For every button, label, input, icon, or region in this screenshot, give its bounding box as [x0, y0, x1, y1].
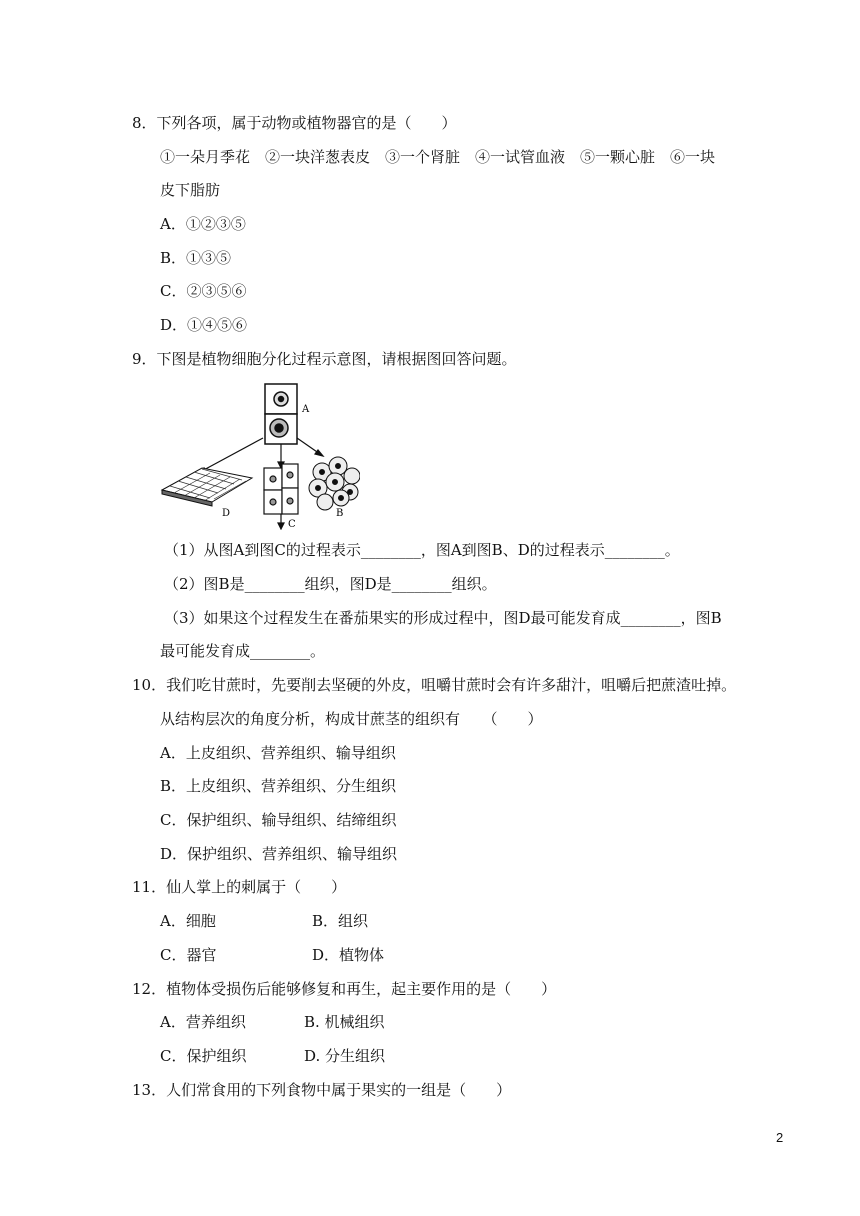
label-d: D [222, 508, 231, 519]
q11-option-a: A．细胞 [160, 912, 216, 930]
q12-option-b: B. 机械组织 [304, 1013, 385, 1031]
q10-stem-line1: 10．我们吃甘蔗时，先要削去坚硬的外皮，咀嚼甘蔗时会有许多甜汁，咀嚼后把蔗渣吐掉。 [132, 676, 737, 694]
q9-sub2: （2）图B是________组织，图D是________组织。 [164, 575, 497, 593]
cell-a [265, 384, 297, 444]
label-b: B [336, 508, 344, 519]
q10-stem-line2: 从结构层次的角度分析，构成甘蔗茎的组织有 （ ） [160, 710, 543, 728]
page-number: 2 [776, 1130, 784, 1145]
q9-sub3-line2: 最可能发育成________。 [160, 642, 326, 660]
label-c: C [288, 519, 296, 530]
tissue-b [309, 457, 360, 510]
q10-option-d: D．保护组织、营养组织、输导组织 [160, 845, 398, 863]
q10-option-a: A．上皮组织、营养组织、输导组织 [160, 744, 396, 762]
q12-option-d: D. 分生组织 [304, 1047, 386, 1065]
q8-option-d: D．①④⑤⑥ [160, 316, 248, 334]
q8-items-line2: 皮下脂肪 [160, 181, 221, 199]
q8-stem: 8．下列各项，属于动物或植物器官的是（ ） [132, 114, 457, 132]
q12-option-c: C．保护组织 [160, 1047, 247, 1065]
q10-option-c: C．保护组织、输导组织、结缔组织 [160, 811, 397, 829]
q11-stem: 11．仙人掌上的刺属于（ ） [132, 878, 347, 896]
tissue-d [162, 468, 252, 506]
q11-option-d: D．植物体 [312, 946, 385, 964]
q10-option-b: B．上皮组织、营养组织、分生组织 [160, 777, 397, 795]
q9-sub1: （1）从图A到图C的过程表示________，图A到图B、D的过程表示________。 [164, 541, 680, 559]
q12-option-a: A．营养组织 [160, 1013, 246, 1031]
q8-option-a: A．①②③⑤ [160, 215, 246, 233]
q8-option-b: B．①③⑤ [160, 249, 232, 267]
label-a: A [302, 404, 310, 415]
q13-stem: 13．人们常食用的下列食物中属于果实的一组是（ ） [132, 1081, 512, 1099]
q8-option-c: C．②③⑤⑥ [160, 282, 247, 300]
q9-stem: 9．下图是植物细胞分化过程示意图，请根据图回答问题。 [132, 350, 517, 368]
arrows [196, 438, 323, 474]
q9-sub3-line1: （3）如果这个过程发生在番茄果实的形成过程中，图D最可能发育成________，图B [164, 609, 722, 627]
q8-items-line1: ①一朵月季花 ②一块洋葱表皮 ③一个肾脏 ④一试管血液 ⑤一颗心脏 ⑥一块 [160, 148, 716, 166]
cell-differentiation-figure [160, 380, 360, 530]
q11-option-b: B．组织 [312, 912, 369, 930]
q11-option-c: C．器官 [160, 946, 217, 964]
q12-stem: 12．植物体受损伤后能够修复和再生，起主要作用的是（ ） [132, 980, 557, 998]
